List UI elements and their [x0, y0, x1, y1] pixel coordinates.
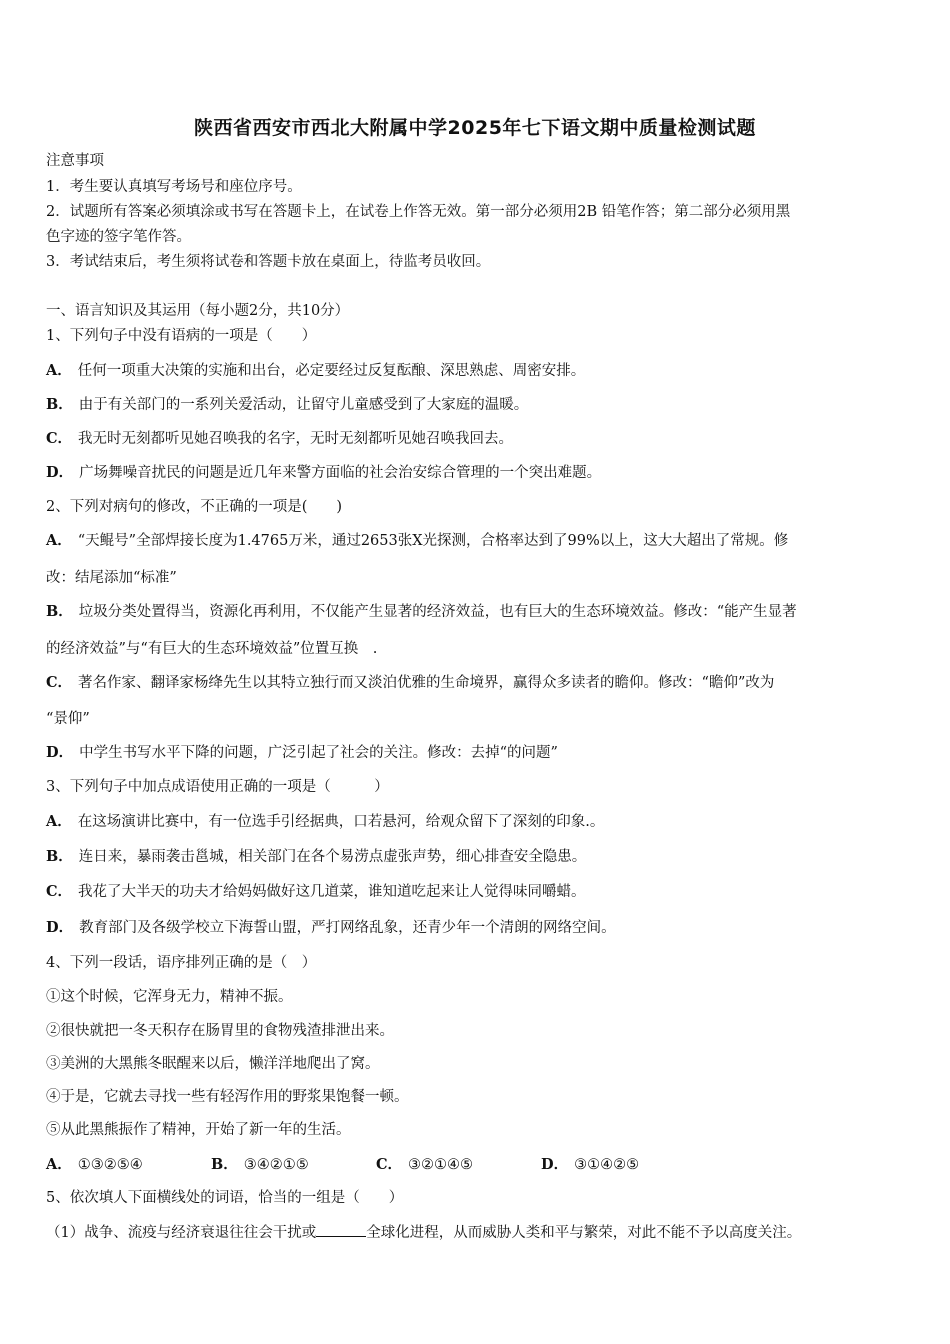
- q5-item-1-after: 全球化进程，从而威胁人类和平与繁荣，对此不能不予以高度关注。: [366, 1225, 802, 1241]
- q4-choice-c: [376, 1153, 541, 1174]
- q4-sentence-1: ①这个时候，它浑身无力，精神不振。: [46, 989, 293, 1005]
- q4-sentence-4: ④于是，它就去寻找一些有轻泻作用的野浆果饱餐一顿。: [46, 1089, 409, 1105]
- q2-option-a-cont: 改：结尾添加“标准”: [46, 570, 177, 586]
- q3-option-a: [46, 812, 910, 832]
- option-text: 广场舞噪音扰民的问题是近几年来警方面临的社会治安综合管理的一个突出难题。: [79, 465, 602, 481]
- q2-option-b-cont: 的经济效益”与“有巨大的生态环境效益”位置互换 .: [46, 641, 378, 657]
- fill-blank: [316, 1222, 366, 1237]
- q3-option-d: [46, 918, 910, 938]
- option-text: 我花了大半天的功夫才给妈妈做好这几道菜，谁知道吃起来让人觉得味同嚼蜡。: [78, 884, 586, 900]
- option-text: 在这场演讲比赛中，有一位选手引经据典，口若悬河，给观众留下了深刻的印象.。: [77, 814, 605, 830]
- option-text: 垃圾分类处置得当，资源化再利用，不仅能产生显著的经济效益，也有巨大的生态环境效益。修改：“能产生显著: [78, 604, 797, 620]
- option-key: B．: [46, 396, 73, 413]
- option-key: D．: [46, 744, 74, 761]
- q1-option-a: [46, 361, 910, 381]
- q5-item-1-before: （1）战争、流疫与经济衰退往往会干扰或: [46, 1225, 317, 1241]
- q4-sentence-3: ③美洲的大黑熊冬眠醒来以后，懒洋洋地爬出了窝。: [46, 1056, 380, 1072]
- option-key: D．: [541, 1156, 569, 1173]
- option-key: D．: [46, 919, 74, 936]
- q1-option-b: [46, 395, 910, 415]
- q4-sentence-2: ②很快就把一冬天积存在肠胃里的食物残渣排泄出来。: [46, 1023, 394, 1039]
- option-text: 连日来，暴雨袭击邕城，相关部门在各个易涝点虚张声势，细心排查安全隐患。: [78, 849, 587, 865]
- q1-option-c: [46, 429, 910, 449]
- q5-stem: 5、依次填人下面横线处的词语，恰当的一组是（ ）: [46, 1190, 404, 1206]
- notice-item-2-cont: 色字迹的签字笔作答。: [46, 229, 191, 245]
- option-key: C．: [46, 674, 73, 691]
- option-text: ③④②①⑤: [243, 1157, 309, 1173]
- option-text: 我无时无刻都听见她召唤我的名字，无时无刻都听见她召唤我回去。: [78, 431, 514, 447]
- notice-item-1: 1．考生要认真填写考场号和座位序号。: [46, 179, 302, 195]
- notice-item-2: 2．试题所有答案必须填涂或书写在答题卡上，在试卷上作答无效。第一部分必须用2B 铅笔作答；第二部分必须用黑: [46, 204, 791, 220]
- option-key: A．: [46, 813, 72, 830]
- option-text: “天鲲号”全部焊接长度为1.4765万米，通过2653张X光探测，合格率达到了99%以上，这大大超出了常规。修: [77, 533, 789, 549]
- section-heading: 一、语言知识及其运用（每小题2分，共10分）: [46, 303, 350, 319]
- q1-stem: 1、下列句子中没有语病的一项是（ ）: [46, 328, 317, 344]
- q4-sentence-5: ⑤从此黑熊振作了精神，开始了新一年的生活。: [46, 1122, 351, 1138]
- q4-choice-b: [211, 1153, 376, 1174]
- option-key: A．: [46, 532, 72, 549]
- option-key: B．: [211, 1156, 238, 1173]
- option-text: 任何一项重大决策的实施和出台，必定要经过反复酝酿、深思熟虑、周密安排。: [77, 363, 586, 379]
- option-key: C．: [46, 883, 73, 900]
- option-key: B．: [46, 603, 73, 620]
- q2-option-d: [46, 743, 910, 763]
- q5-item-1: [46, 1222, 910, 1243]
- q2-option-a: [46, 531, 910, 551]
- notice-heading: 注意事项: [46, 153, 104, 169]
- q2-option-c-cont: “景仰”: [46, 711, 90, 727]
- option-key: A．: [46, 1156, 72, 1173]
- q4-choice-a: [46, 1153, 211, 1174]
- q2-option-c: [46, 673, 910, 693]
- q4-choices: [46, 1153, 706, 1174]
- option-text: ③①④②⑤: [574, 1157, 640, 1173]
- option-text: 由于有关部门的一系列关爱活动，让留守儿童感受到了大家庭的温暖。: [78, 397, 529, 413]
- q1-option-d: [46, 463, 910, 483]
- q4-choice-d: [541, 1153, 706, 1174]
- q2-stem: 2、下列对病句的修改，不正确的一项是( ): [46, 499, 343, 515]
- q4-stem: 4、下列一段话，语序排列正确的是（ ）: [46, 955, 317, 971]
- q3-option-c: [46, 882, 910, 902]
- option-text: 著名作家、翻译家杨绛先生以其特立独行而又淡泊优雅的生命境界，赢得众多读者的瞻仰。修改：“瞻仰”改为: [78, 675, 775, 691]
- option-text: ①③②⑤④: [77, 1157, 143, 1173]
- option-text: 教育部门及各级学校立下海誓山盟，严打网络乱象，还青少年一个清朗的网络空间。: [79, 920, 616, 936]
- exam-title: 陕西省西安市西北大附属中学2025年七下语文期中质量检测试题: [194, 117, 756, 139]
- option-text: ③②①④⑤: [408, 1157, 474, 1173]
- q2-option-b: [46, 602, 910, 622]
- option-text: 中学生书写水平下降的问题，广泛引起了社会的关注。修改：去掉“的问题”: [79, 745, 558, 761]
- option-key: A．: [46, 362, 72, 379]
- q3-option-b: [46, 847, 910, 867]
- option-key: D．: [46, 464, 74, 481]
- option-key: C．: [46, 430, 73, 447]
- notice-item-3: 3．考试结束后，考生须将试卷和答题卡放在桌面上，待监考员收回。: [46, 254, 491, 270]
- option-key: B．: [46, 848, 73, 865]
- option-key: C．: [376, 1156, 403, 1173]
- q3-stem: 3、下列句子中加点成语使用正确的一项是（ ）: [46, 779, 389, 795]
